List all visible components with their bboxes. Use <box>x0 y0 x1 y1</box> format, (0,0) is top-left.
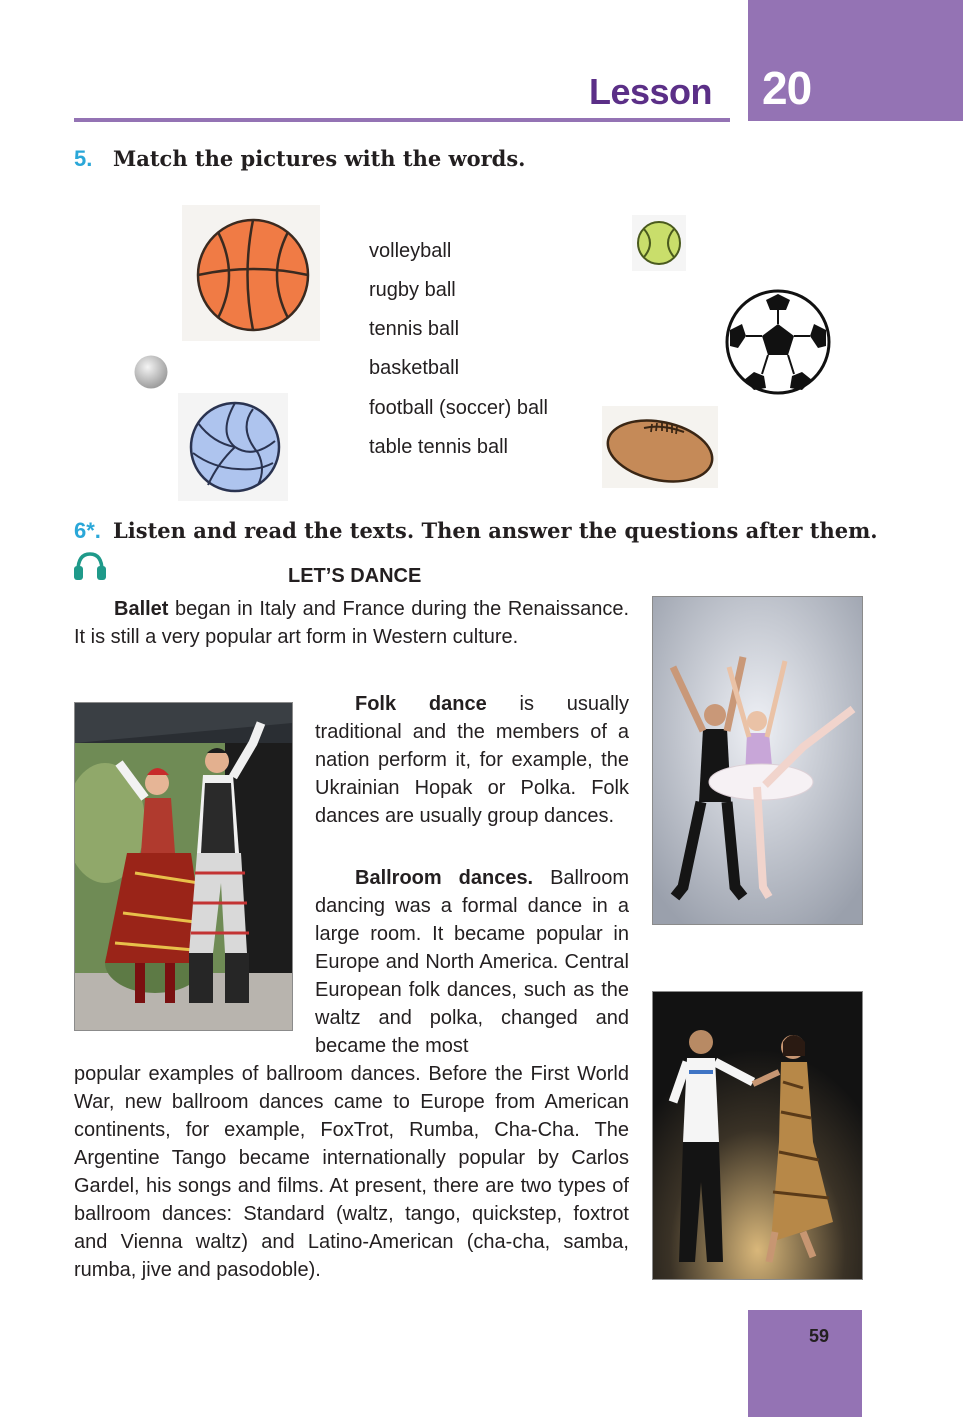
lesson-title: Lesson <box>588 71 712 112</box>
table-tennis-ball-icon <box>133 354 169 390</box>
section-heading: LET’S DANCE <box>288 565 422 587</box>
ballet-text: began in Italy and France during the Renaissance. It is still a very popular art form in Western culture. <box>74 598 629 648</box>
word-volleyball: volleyball <box>369 240 452 262</box>
task-5-instruction: Match the pictures with the words. <box>113 146 526 171</box>
ballroom-text-1: Ballroom dancing was a formal dance in a large room. It became popular in Europe and North America. Central European folk dances, such as the waltz and polka, changed and became the most <box>315 867 629 1057</box>
task-6-instruction: Listen and read the texts. Then answer the questions after them. <box>113 518 878 543</box>
task-6-number: 6*. <box>74 518 101 543</box>
folk-paragraph <box>315 690 629 830</box>
ballroom-paragraph <box>315 864 629 1060</box>
header-rule <box>74 118 730 122</box>
word-tennis-ball: tennis ball <box>369 318 460 340</box>
volleyball-icon <box>178 393 288 501</box>
lesson-number: 20 <box>762 62 812 114</box>
ballroom-term: Ballroom dances. <box>355 867 534 889</box>
tennis-ball-icon <box>632 215 686 271</box>
folk-term: Folk dance <box>355 693 487 715</box>
word-basketball: basketball <box>369 357 460 379</box>
folk-dance-photo <box>74 702 293 1031</box>
word-football: football (soccer) ball <box>369 397 548 419</box>
task-5-number: 5. <box>74 146 93 171</box>
ballroom-paragraph-continued: popular examples of ballroom dances. Before the First World War, new ballroom dances came to Europe from American continents, for example, FoxTrot, Rumba, Cha-Cha. The Argentine Tango became internationally popular by Carlos Gardel, his songs and films. At present, there are two types of ballroom dances: Standard (waltz, tango, quickstep, foxtrot and Vienna waltz) and Latino-American (cha-cha, samba, rumba, jive and pasodoble). <box>74 1063 629 1281</box>
soccer-ball-icon <box>722 288 834 396</box>
rugby-ball-icon <box>602 406 718 488</box>
ballet-photo <box>652 596 863 925</box>
basketball-icon <box>182 205 320 341</box>
page-number: 59 <box>808 1326 830 1346</box>
folk-text: is usually traditional and the members of a nation perform it, for example, the Ukrainian Hopak or Polka. Folk dances are usually group dances. <box>315 693 629 827</box>
ballet-paragraph <box>74 595 629 651</box>
word-rugby-ball: rugby ball <box>369 279 456 301</box>
ballet-term: Ballet <box>114 598 169 620</box>
word-table-tennis-ball: table tennis ball <box>369 436 508 458</box>
ballroom-dance-photo <box>652 991 863 1280</box>
headphones-icon[interactable] <box>73 551 107 581</box>
